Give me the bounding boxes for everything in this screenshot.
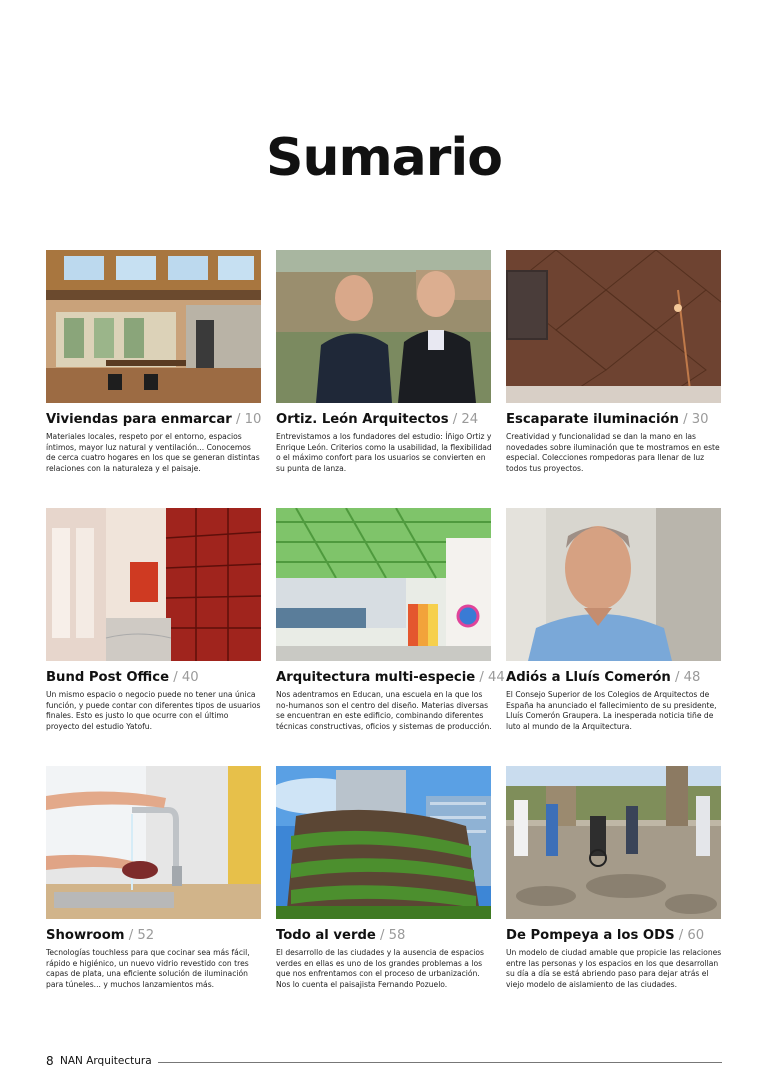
portrait-photo [506, 508, 721, 661]
article-page-number: 60 [687, 928, 705, 943]
article-summary: El Consejo Superior de los Colegios de Arquitectos de España ha anunciado el fallecimiento de su presidente, Lluís Comerón Graupera. La inesperada noticia tiñe de luto al mundo de la Arquitectura. [506, 690, 717, 731]
article-summary: Creatividad y funcionalidad se dan la mano en las novedades sobre iluminación que te mostramos en este especial. Colecciones rompedoras para llenar de luz todos tus proyectos. [506, 432, 720, 473]
green-roof-structure-photo [276, 508, 491, 661]
article-summary: Un modelo de ciudad amable que propicie las relaciones entre las personas y los espacios en los que desarrollan su día a día se está abriendo paso para dejar atrás el viejo modelo de aislamiento de las ciudades. [506, 948, 722, 989]
article-summary: Materiales locales, respeto por el entorno, espacios íntimos, mayor luz natural y ventilación... Conocemos de cerca cuatro hogares en los que se generan distintas relaciones con la naturaleza y el paisaje. [46, 432, 260, 473]
footer-rule [158, 1062, 722, 1063]
article-title: Arquitectura multi-especie / 44 [276, 670, 505, 685]
red-shelves-interior-photo [46, 508, 261, 661]
magazine-name: NAN Arquitectura [60, 1055, 152, 1067]
article-page-number: 24 [461, 412, 479, 427]
article-summary: El desarrollo de las ciudades y la ausencia de espacios verdes en ellas es uno de los grandes problemas a los que nos enfrentamos con el proceso de urbanización. Nos lo cuenta el paisajista Fernando Pozuelo. [276, 948, 485, 989]
page-number: 8 [46, 1054, 54, 1068]
article-summary: Tecnologías touchless para que cocinar sea más fácil, rápido e higiénico, un nuevo vidrio revestido con tres capas de plata, una eficiente solución de iluminación para túneles... y muchos lanzamientos más. [46, 948, 250, 989]
article-page-number: 40 [181, 670, 199, 685]
interior-skylight-photo [46, 250, 261, 403]
wall-lamp-photo [506, 250, 721, 403]
article-page-number: 10 [244, 412, 262, 427]
article-page-number: 58 [388, 928, 406, 943]
article-summary: Un mismo espacio o negocio puede no tener una única función, y puede contar con diferentes tipos de usuarios finales. Esto es justo lo que ocurre con el último proyecto del estudio Yatofu. [46, 690, 261, 731]
article-title: Ortiz. León Arquitectos / 24 [276, 412, 479, 427]
article-page-number: 52 [137, 928, 155, 943]
article-title: Bund Post Office / 40 [46, 670, 199, 685]
article-summary: Nos adentramos en Educan, una escuela en la que los no-humanos son el centro del diseño. Materias diversas se encuentran en este edificio, combinando diferentes técnicas constructivas, oficios y sistemas de producción. [276, 690, 492, 731]
article-title: Todo al verde / 58 [276, 928, 406, 943]
article-page-number: 44 [488, 670, 505, 685]
article-page-number: 48 [683, 670, 701, 685]
two-architects-photo [276, 250, 491, 403]
page-footer [46, 1054, 722, 1070]
article-title: De Pompeya a los ODS / 60 [506, 928, 705, 943]
article-title: Viviendas para enmarcar / 10 [46, 412, 262, 427]
green-building-photo [276, 766, 491, 919]
article-page-number: 30 [691, 412, 709, 427]
kitchen-faucet-photo [46, 766, 261, 919]
article-title: Adiós a Lluís Comerón / 48 [506, 670, 701, 685]
article-summary: Entrevistamos a los fundadores del estudio: Íñigo Ortiz y Enrique León. Criterios como la usabilidad, la flexibilidad o el máximo confort para los usuarios se convierten en su punta de lanza. [276, 432, 492, 473]
page-title: Sumario [266, 128, 502, 188]
article-title: Escaparate iluminación / 30 [506, 412, 709, 427]
pompeii-ruins-photo [506, 766, 721, 919]
article-title: Showroom / 52 [46, 928, 155, 943]
